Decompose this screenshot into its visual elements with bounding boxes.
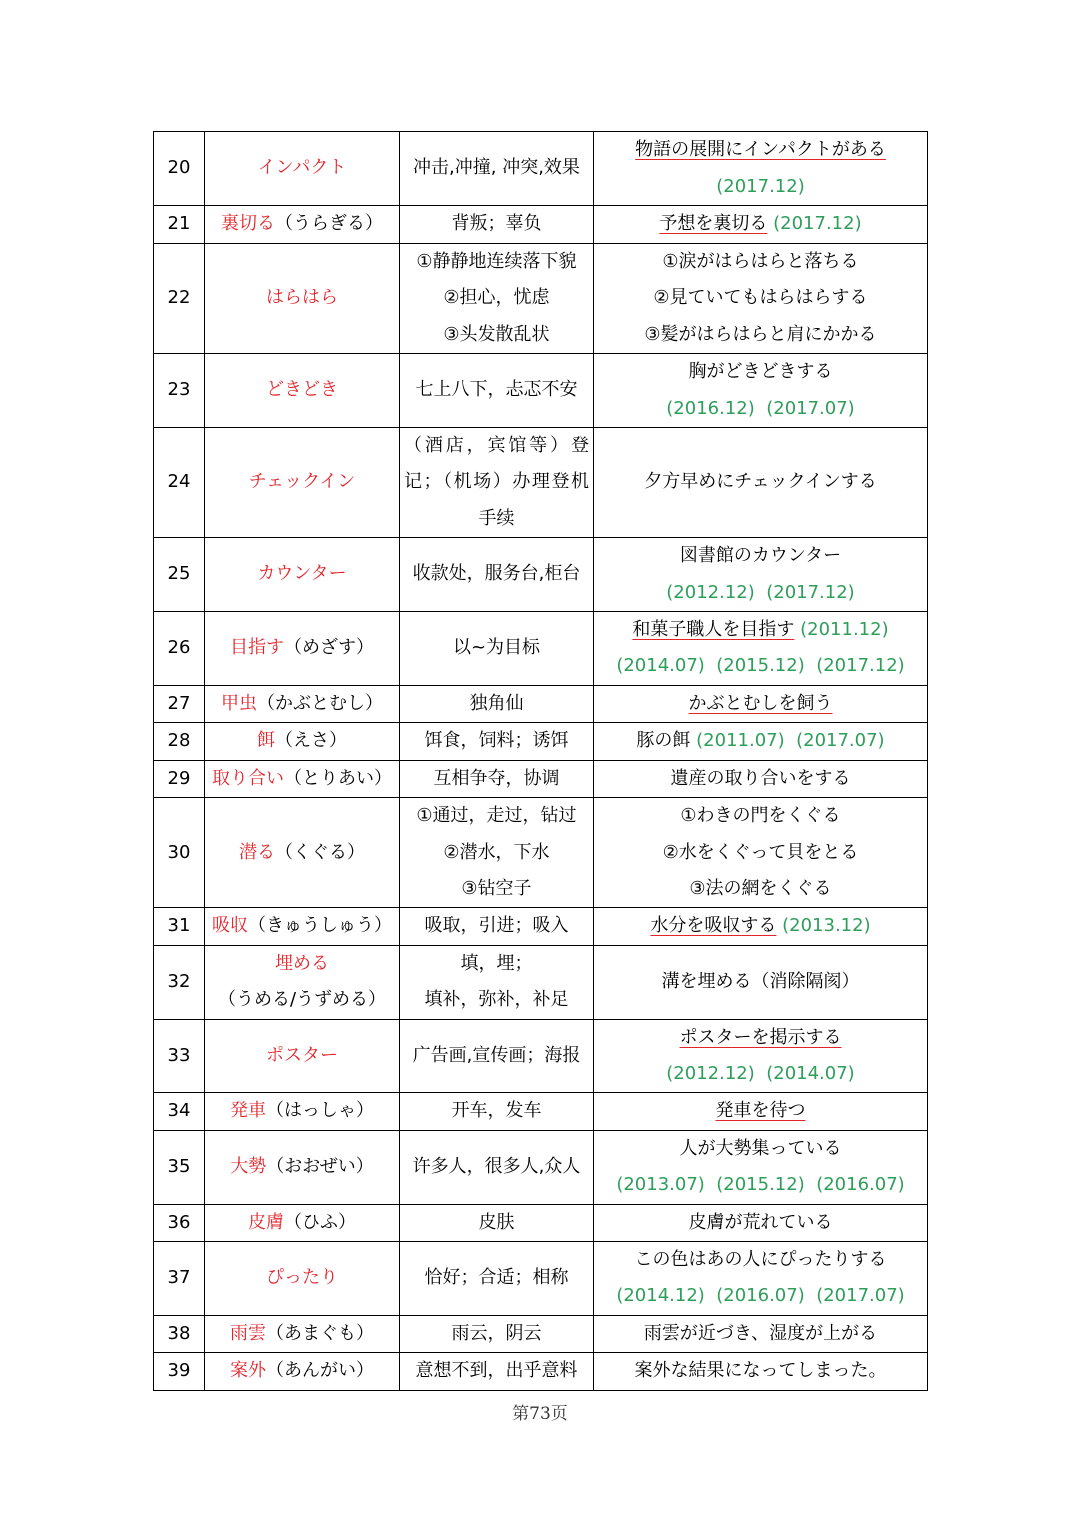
table-row xyxy=(154,685,928,722)
table-row xyxy=(154,1130,928,1204)
vocab-word: 発車 xyxy=(230,1100,266,1122)
example-line: ③髪がはらはらと肩にかかる xyxy=(644,323,877,345)
meaning-cell xyxy=(400,1130,594,1204)
vocab-reading: （くぐる） xyxy=(275,841,365,863)
row-number: 32 xyxy=(154,945,205,1019)
meaning-cell xyxy=(400,1241,594,1315)
example-sentence: 物語の展開にインパクトがある xyxy=(635,139,886,161)
vocab-word-cell xyxy=(205,685,400,722)
table-row xyxy=(154,132,928,206)
vocab-word: 吸収 xyxy=(212,915,248,937)
vocab-word-cell xyxy=(205,760,400,797)
vocab-word: 大勢 xyxy=(230,1155,267,1177)
exam-date: (2016.07) xyxy=(816,1174,905,1196)
vocab-word: インパクト xyxy=(257,157,347,179)
meaning-cell xyxy=(400,760,594,797)
meaning-cell xyxy=(400,538,594,612)
meaning-text: 皮肤 xyxy=(478,1211,515,1233)
example-sentence: 水分を吸収する xyxy=(650,915,777,937)
exam-date: (2016.12) xyxy=(666,397,755,419)
table-row xyxy=(154,1241,928,1315)
example-cell xyxy=(594,945,928,1019)
example-line: ①涙がはらはらと落ちる xyxy=(662,251,859,272)
exam-date: (2015.12) xyxy=(716,655,805,677)
row-number: 27 xyxy=(154,685,205,722)
example-cell xyxy=(594,244,928,354)
vocab-word: 埋める xyxy=(275,952,329,974)
row-number: 21 xyxy=(154,206,205,244)
vocab-word-cell xyxy=(205,538,400,612)
row-number: 39 xyxy=(154,1353,205,1390)
vocab-table xyxy=(153,131,928,1391)
exam-date: (2012.12) xyxy=(666,1062,755,1084)
table-row xyxy=(154,244,928,354)
exam-date: (2011.12) xyxy=(800,619,889,641)
meaning-text: 冲击,冲撞, 冲突,效果 xyxy=(413,157,580,179)
exam-date: (2014.07) xyxy=(616,655,705,677)
meaning-cell xyxy=(400,723,594,760)
example-cell xyxy=(594,354,928,428)
example-line: ②見ていてもはらはらする xyxy=(653,287,868,309)
row-number: 24 xyxy=(154,428,205,538)
exam-date: (2017.12) xyxy=(773,213,862,235)
vocab-reading: （うらぎる） xyxy=(275,213,383,235)
example-sentence: 人が大勢集っている xyxy=(679,1137,842,1159)
meaning-line: ②潜水，下水 xyxy=(443,841,550,863)
vocab-word: 裏切る xyxy=(221,213,275,235)
meaning-cell xyxy=(400,1019,594,1093)
example-line: ②水をくぐって貝をとる xyxy=(662,841,859,863)
vocab-word: 案外 xyxy=(230,1360,266,1382)
meaning-text: 许多人，很多人,众人 xyxy=(412,1155,581,1177)
example-sentence: 予想を裏切る xyxy=(659,213,768,235)
meaning-text: 吸取，引进；吸入 xyxy=(424,915,569,937)
meaning-cell xyxy=(400,132,594,206)
meaning-cell xyxy=(400,428,594,538)
vocab-word: 雨雲 xyxy=(230,1322,266,1344)
vocab-word-cell xyxy=(205,206,400,244)
page-number: 第73页 xyxy=(512,1404,568,1424)
exam-date: (2017.12) xyxy=(816,655,905,677)
vocab-reading: （うめる/うずめる） xyxy=(217,989,387,1011)
example-sentence: 豚の餌 xyxy=(636,730,691,752)
example-cell xyxy=(594,1093,928,1130)
example-cell xyxy=(594,538,928,612)
row-number: 34 xyxy=(154,1093,205,1130)
exam-date: (2017.07) xyxy=(766,397,855,419)
vocab-word-cell xyxy=(205,244,400,354)
example-sentence: 夕方早めにチェックインする xyxy=(644,471,877,493)
example-sentence: 胸がどきどきする xyxy=(688,361,833,383)
exam-date: (2017.07) xyxy=(796,730,885,752)
table-row xyxy=(154,908,928,945)
meaning-cell xyxy=(400,206,594,244)
vocab-reading: （とりあい） xyxy=(284,767,392,789)
meaning-line: ①静静地连续落下貌 xyxy=(416,251,577,272)
exam-date: (2014.12) xyxy=(616,1285,705,1307)
meaning-text: 开车，发车 xyxy=(451,1100,542,1122)
vocab-reading: （めざす） xyxy=(284,637,374,659)
vocab-reading: （えさ） xyxy=(275,730,347,752)
vocab-word-cell xyxy=(205,1019,400,1093)
meaning-text: 互相争夺，协调 xyxy=(433,767,560,789)
vocab-word-cell xyxy=(205,354,400,428)
row-number: 25 xyxy=(154,538,205,612)
meaning-text: 恰好；合适；相称 xyxy=(424,1267,569,1289)
example-cell xyxy=(594,723,928,760)
meaning-text: 收款处，服务台,柜台 xyxy=(412,563,581,585)
vocab-reading: （あまぐも） xyxy=(266,1322,374,1344)
vocab-word: はらはら xyxy=(266,287,338,309)
meaning-cell xyxy=(400,1204,594,1241)
vocab-word-cell xyxy=(205,945,400,1019)
meaning-cell xyxy=(400,685,594,722)
example-cell xyxy=(594,428,928,538)
table-row xyxy=(154,723,928,760)
exam-date: (2017.12) xyxy=(766,581,855,603)
vocab-reading: （かぶとむし） xyxy=(257,692,383,714)
table-row xyxy=(154,612,928,686)
row-number: 36 xyxy=(154,1204,205,1241)
row-number: 22 xyxy=(154,244,205,354)
vocab-word-cell xyxy=(205,612,400,686)
row-number: 28 xyxy=(154,723,205,760)
example-cell xyxy=(594,760,928,797)
table-row xyxy=(154,428,928,538)
row-number: 20 xyxy=(154,132,205,206)
exam-date: (2013.12) xyxy=(782,915,871,937)
row-number: 33 xyxy=(154,1019,205,1093)
vocab-word-cell xyxy=(205,428,400,538)
meaning-text: 背叛；辜负 xyxy=(451,213,542,235)
meaning-line: ③头发散乱状 xyxy=(443,323,550,345)
vocab-word-cell xyxy=(205,1130,400,1204)
meaning-text: 雨云，阴云 xyxy=(451,1322,542,1344)
meaning-cell xyxy=(400,1093,594,1130)
row-number: 29 xyxy=(154,760,205,797)
meaning-line: 填补，弥补，补足 xyxy=(424,989,569,1011)
vocab-word: 皮膚 xyxy=(248,1211,284,1233)
meaning-cell xyxy=(400,244,594,354)
example-line: ③法の網をくぐる xyxy=(689,877,832,899)
vocab-word-cell xyxy=(205,1353,400,1390)
meaning-line: 填，埋； xyxy=(460,952,533,974)
table-row xyxy=(154,1353,928,1390)
meaning-text: 独角仙 xyxy=(469,692,524,714)
table-row xyxy=(154,538,928,612)
example-sentence: 和菓子職人を目指す xyxy=(632,619,795,641)
example-cell xyxy=(594,132,928,206)
table-row xyxy=(154,760,928,797)
row-number: 35 xyxy=(154,1130,205,1204)
example-cell xyxy=(594,685,928,722)
meaning-line: ②担心，忧虑 xyxy=(443,287,550,309)
vocab-word: どきどき xyxy=(266,379,338,401)
example-cell xyxy=(594,206,928,244)
table-row xyxy=(154,1315,928,1352)
table-row xyxy=(154,354,928,428)
example-sentence: 皮膚が荒れている xyxy=(688,1211,833,1233)
vocab-word-cell xyxy=(205,1315,400,1352)
vocab-reading: （おおぜい） xyxy=(266,1155,374,1177)
meaning-line: ①通过，走过，钻过 xyxy=(416,805,577,827)
meaning-cell xyxy=(400,354,594,428)
table-row xyxy=(154,945,928,1019)
exam-date: (2011.07) xyxy=(696,730,785,752)
example-cell xyxy=(594,798,928,908)
meaning-text: 以~为目标 xyxy=(452,637,541,659)
example-sentence: 案外な結果になってしまった。 xyxy=(634,1360,887,1382)
example-cell xyxy=(594,1241,928,1315)
table-row xyxy=(154,1093,928,1130)
example-sentence: 図書館のカウンター xyxy=(679,545,842,567)
meaning-cell xyxy=(400,945,594,1019)
exam-date: (2014.07) xyxy=(766,1062,855,1084)
vocab-word-cell xyxy=(205,908,400,945)
meaning-line: ③钻空子 xyxy=(461,877,532,899)
example-sentence: 雨雲が近づき、湿度が上がる xyxy=(643,1322,878,1344)
row-number: 37 xyxy=(154,1241,205,1315)
table-row xyxy=(154,206,928,244)
vocab-word-cell xyxy=(205,723,400,760)
vocab-word: 取り合い xyxy=(212,767,284,789)
meaning-text: 七上八下，忐忑不安 xyxy=(415,379,578,401)
row-number: 30 xyxy=(154,798,205,908)
vocab-reading: （あんがい） xyxy=(266,1360,374,1382)
exam-date: (2017.12) xyxy=(716,175,805,197)
vocab-word: カウンター xyxy=(257,563,347,585)
row-number: 38 xyxy=(154,1315,205,1352)
table-row xyxy=(154,1204,928,1241)
row-number: 23 xyxy=(154,354,205,428)
vocab-word: ぴったり xyxy=(266,1267,338,1289)
meaning-cell xyxy=(400,612,594,686)
example-cell xyxy=(594,1315,928,1352)
vocab-reading: （はっしゃ） xyxy=(266,1100,374,1122)
table-row xyxy=(154,798,928,908)
exam-date: (2016.07) xyxy=(716,1285,805,1307)
example-cell xyxy=(594,612,928,686)
vocab-word: チェックイン xyxy=(248,471,356,493)
meaning-text: 广告画,宣传画；海报 xyxy=(412,1044,581,1066)
vocab-word: 潜る xyxy=(239,841,275,863)
example-sentence: 発車を待つ xyxy=(715,1100,806,1122)
vocab-word: 目指す xyxy=(230,637,284,659)
meaning-cell xyxy=(400,1353,594,1390)
example-cell xyxy=(594,1130,928,1204)
example-sentence: かぶとむしを飼う xyxy=(688,692,833,714)
meaning-cell xyxy=(400,798,594,908)
vocab-word-cell xyxy=(205,1241,400,1315)
example-sentence: 遺産の取り合いをする xyxy=(670,767,851,789)
vocab-reading: （ひふ） xyxy=(284,1211,356,1233)
exam-date: (2013.07) xyxy=(616,1174,705,1196)
example-cell xyxy=(594,1353,928,1390)
vocab-word-cell xyxy=(205,1204,400,1241)
meaning-text: 意想不到，出乎意料 xyxy=(415,1360,578,1382)
meaning-text: 饵食，饲料；诱饵 xyxy=(424,730,569,752)
example-cell xyxy=(594,1019,928,1093)
meaning-cell xyxy=(400,1315,594,1352)
vocab-word-cell xyxy=(205,798,400,908)
exam-date: (2017.07) xyxy=(816,1285,905,1307)
vocab-word: 餌 xyxy=(257,730,275,752)
example-line: ①わきの門をくぐる xyxy=(680,805,841,827)
row-number: 31 xyxy=(154,908,205,945)
row-number: 26 xyxy=(154,612,205,686)
exam-date: (2015.12) xyxy=(716,1174,805,1196)
meaning-cell xyxy=(400,908,594,945)
vocab-word-cell xyxy=(205,132,400,206)
vocab-word: ポスター xyxy=(266,1044,338,1066)
table-row xyxy=(154,1019,928,1093)
example-cell xyxy=(594,908,928,945)
meaning-text: （酒店，宾馆等）登记；（机场）办理登机手续 xyxy=(404,435,589,529)
example-sentence: ポスターを掲示する xyxy=(679,1026,842,1048)
example-sentence: 溝を埋める（消除隔阂） xyxy=(661,970,860,992)
example-cell xyxy=(594,1204,928,1241)
vocab-reading: （きゅうしゅう） xyxy=(248,915,392,937)
example-sentence: この色はあの人にぴったりする xyxy=(634,1248,887,1270)
exam-date: (2012.12) xyxy=(666,581,755,603)
vocab-word-cell xyxy=(205,1093,400,1130)
vocab-word: 甲虫 xyxy=(221,692,257,714)
